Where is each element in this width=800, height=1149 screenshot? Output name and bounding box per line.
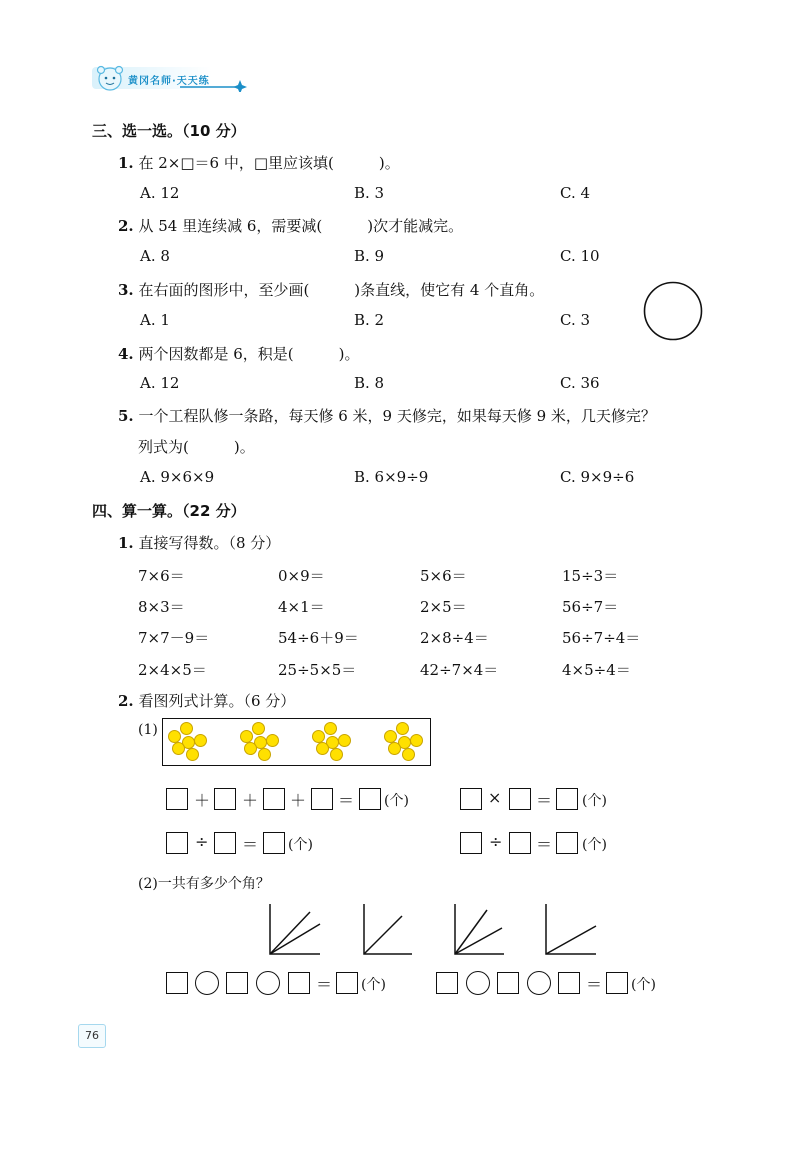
answer-box[interactable] xyxy=(558,972,580,994)
calc-item[interactable]: 42÷7×4＝ xyxy=(420,661,499,679)
question-text: 看图列式计算。（6 分） xyxy=(138,692,296,710)
part-1-label: (1) xyxy=(138,722,158,738)
answer-box[interactable] xyxy=(460,788,482,810)
plus-sign: ＋ xyxy=(242,791,259,810)
smiley-face-icon xyxy=(266,734,279,747)
equals-sign: ＝ xyxy=(586,975,603,994)
smiley-face-icon xyxy=(180,722,193,735)
smiley-face-icon xyxy=(324,722,337,735)
question-5 xyxy=(118,405,656,426)
calc-item[interactable]: 25÷5×5＝ xyxy=(278,661,357,679)
question-number: 3. xyxy=(118,281,134,299)
plus-sign: ＋ xyxy=(194,791,211,810)
calc-item[interactable]: 2×5＝ xyxy=(420,598,467,616)
question-number: 1. xyxy=(118,154,134,172)
answer-box[interactable] xyxy=(606,972,628,994)
question-text: 直接写得数。（8 分） xyxy=(138,534,281,552)
option-c[interactable]: C. 4 xyxy=(560,184,591,202)
smiley-face-icon xyxy=(252,722,265,735)
calc-item[interactable]: 4×5÷4＝ xyxy=(562,661,631,679)
question-text: 在 2×□＝6 中，□里应该填( )。 xyxy=(138,154,400,172)
unit-label: (个) xyxy=(582,837,607,853)
option-b[interactable]: B. 9 xyxy=(354,247,385,265)
equals-sign: ＝ xyxy=(242,835,259,854)
smiley-face-icon xyxy=(402,748,415,761)
smiley-face-icon xyxy=(388,742,401,755)
smiley-face-icon xyxy=(244,742,257,755)
angle-figure-4 xyxy=(546,904,596,954)
part-2-label: (2)一共有多少个角？ xyxy=(138,876,270,892)
question-number: 4. xyxy=(118,345,134,363)
answer-box[interactable] xyxy=(497,972,519,994)
calc-item[interactable]: 54÷6＋9＝ xyxy=(278,629,359,647)
divide-sign: ÷ xyxy=(489,832,503,851)
calc-item[interactable]: 8×3＝ xyxy=(138,598,185,616)
times-sign: × xyxy=(488,788,502,807)
answer-box[interactable] xyxy=(359,788,381,810)
circle-figure xyxy=(642,280,704,342)
equals-sign: ＝ xyxy=(536,791,553,810)
unit-label: (个) xyxy=(582,793,607,809)
smiley-face-icon xyxy=(410,734,423,747)
section-4-title: 四、算一算。（22 分） xyxy=(92,502,246,520)
calc-item[interactable]: 4×1＝ xyxy=(278,598,325,616)
angle-figures xyxy=(262,902,602,958)
answer-box[interactable] xyxy=(556,788,578,810)
answer-box[interactable] xyxy=(436,972,458,994)
unit-label: (个) xyxy=(361,977,386,993)
plus-sign: ＋ xyxy=(290,791,307,810)
answer-box[interactable] xyxy=(226,972,248,994)
calc-question-1 xyxy=(118,532,280,553)
calc-item[interactable]: 15÷3＝ xyxy=(562,567,619,585)
answer-box[interactable] xyxy=(166,788,188,810)
answer-box[interactable] xyxy=(311,788,333,810)
option-a[interactable]: A. 12 xyxy=(140,184,180,202)
calc-item[interactable]: 5×6＝ xyxy=(420,567,467,585)
angle-figure-2 xyxy=(364,904,412,954)
calc-item[interactable]: 0×9＝ xyxy=(278,567,325,585)
answer-box[interactable] xyxy=(263,788,285,810)
divide-sign: ÷ xyxy=(195,832,209,851)
answer-box[interactable] xyxy=(509,832,531,854)
section-3-title: 三、选一选。（10 分） xyxy=(92,122,246,140)
question-2 xyxy=(118,215,463,236)
answer-box[interactable] xyxy=(166,972,188,994)
question-5-line2: 列式为( )。 xyxy=(138,438,255,456)
equals-sign: ＝ xyxy=(536,835,553,854)
smiley-face-icon xyxy=(194,734,207,747)
answer-box[interactable] xyxy=(214,832,236,854)
option-c[interactable]: C. 10 xyxy=(560,247,600,265)
equals-sign: ＝ xyxy=(316,975,333,994)
option-c[interactable]: C. 3 xyxy=(560,311,591,329)
smiley-face-icon xyxy=(396,722,409,735)
calc-item[interactable]: 7×7－9＝ xyxy=(138,629,210,647)
smiley-face-icon xyxy=(172,742,185,755)
option-b[interactable]: B. 8 xyxy=(354,374,385,392)
header-underline xyxy=(180,78,250,92)
calc-question-2 xyxy=(118,690,295,711)
operator-circle[interactable] xyxy=(466,971,490,995)
smiley-face-icon xyxy=(316,742,329,755)
smiley-face-icon xyxy=(186,748,199,761)
option-b[interactable]: B. 6×9÷9 xyxy=(354,468,429,486)
answer-box[interactable] xyxy=(336,972,358,994)
option-a[interactable]: A. 9×6×9 xyxy=(140,468,215,486)
answer-box[interactable] xyxy=(509,788,531,810)
calc-item[interactable]: 2×8÷4＝ xyxy=(420,629,489,647)
option-b[interactable]: B. 2 xyxy=(354,311,385,329)
option-c[interactable]: C. 36 xyxy=(560,374,600,392)
unit-label: (个) xyxy=(631,977,656,993)
smiley-face-icon xyxy=(338,734,351,747)
smiley-face-icon xyxy=(330,748,343,761)
question-number: 1. xyxy=(118,534,134,552)
answer-box[interactable] xyxy=(263,832,285,854)
angle-figure-1 xyxy=(270,904,320,954)
calc-item[interactable]: 2×4×5＝ xyxy=(138,661,207,679)
answer-box[interactable] xyxy=(166,832,188,854)
option-c[interactable]: C. 9×9÷6 xyxy=(560,468,635,486)
question-number: 2. xyxy=(118,692,134,710)
operator-circle[interactable] xyxy=(256,971,280,995)
question-3 xyxy=(118,279,544,300)
equals-sign: ＝ xyxy=(338,791,355,810)
question-number: 5. xyxy=(118,407,134,425)
bear-mascot-icon xyxy=(92,63,128,93)
answer-box[interactable] xyxy=(288,972,310,994)
series-title: 黄冈名师·天天练 xyxy=(128,76,210,87)
answer-box[interactable] xyxy=(214,788,236,810)
option-b[interactable]: B. 3 xyxy=(354,184,385,202)
answer-box[interactable] xyxy=(460,832,482,854)
option-a[interactable]: A. 12 xyxy=(140,374,180,392)
smiley-face-icon xyxy=(258,748,271,761)
unit-label: (个) xyxy=(288,837,313,853)
calc-item[interactable]: 56÷7＝ xyxy=(562,598,619,616)
operator-circle[interactable] xyxy=(195,971,219,995)
unit-label: (个) xyxy=(384,793,409,809)
angle-figure-3 xyxy=(455,904,504,954)
option-a[interactable]: A. 8 xyxy=(140,247,170,265)
calc-item[interactable]: 7×6＝ xyxy=(138,567,185,585)
question-text: 在右面的图形中，至少画( )条直线，使它有 4 个直角。 xyxy=(138,281,545,299)
calc-item[interactable]: 56÷7÷4＝ xyxy=(562,629,641,647)
question-4 xyxy=(118,343,359,364)
page-number: 76 xyxy=(78,1024,106,1048)
question-1 xyxy=(118,152,400,173)
operator-circle[interactable] xyxy=(527,971,551,995)
question-text: 一个工程队修一条路，每天修 6 米，9 天修完，如果每天修 9 米，几天修完？ xyxy=(138,407,656,425)
question-text: 两个因数都是 6，积是( )。 xyxy=(138,345,360,363)
question-number: 2. xyxy=(118,217,134,235)
answer-box[interactable] xyxy=(556,832,578,854)
question-text: 从 54 里连续减 6，需要减( )次才能减完。 xyxy=(138,217,464,235)
option-a[interactable]: A. 1 xyxy=(140,311,170,329)
